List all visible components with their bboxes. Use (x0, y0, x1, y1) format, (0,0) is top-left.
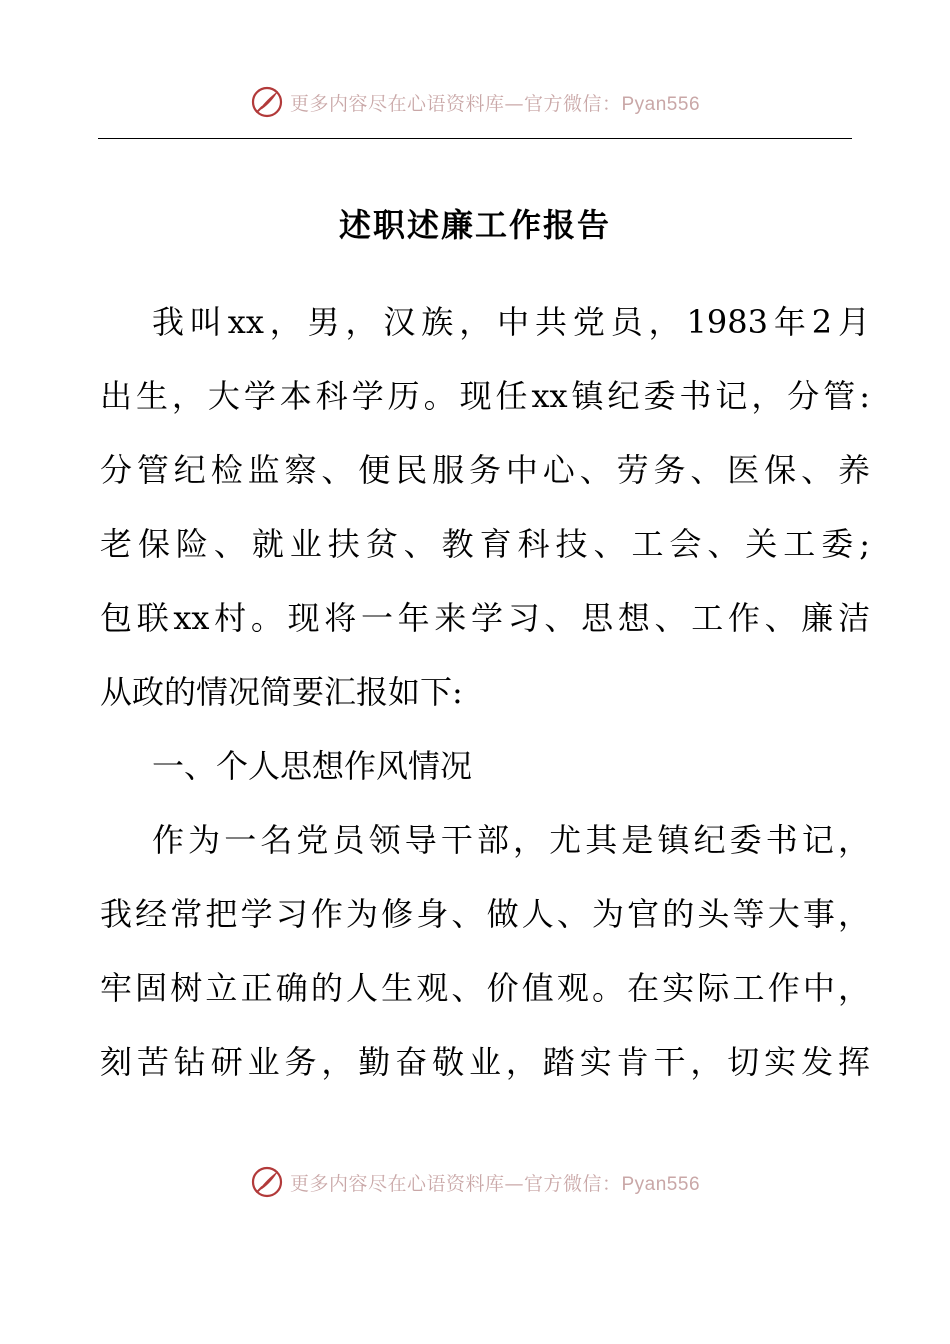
header-banner (0, 82, 950, 122)
body-line: 分管纪检监察、便民服务中心、劳务、医保、养 (100, 451, 870, 489)
wechat-id: Pyan556 (621, 1173, 701, 1195)
banner-text: 更多内容尽在心语资料库—官方微信：Pyan556 (289, 92, 701, 115)
wechat-id: Pyan556 (621, 93, 701, 115)
section-heading: 一、个人思想作风情况 (152, 747, 473, 785)
body-line: 从政的情况简要汇报如下: (100, 673, 463, 711)
banner-text: 更多内容尽在心语资料库—官方微信：Pyan556 (289, 1172, 701, 1195)
document-body (100, 285, 870, 1099)
body-line: 我经常把学习作为修身、做人、为官的头等大事， (100, 895, 870, 933)
body-line: 刻苦钻研业务，勤奋敬业，踏实肯干，切实发挥 (100, 1043, 870, 1081)
quill-pen-logo-icon (250, 1165, 284, 1199)
header-divider (98, 138, 852, 139)
body-line: 我叫xx，男，汉族，中共党员，1983年2月 (152, 303, 870, 341)
body-line: 牢固树立正确的人生观、价值观。在实际工作中， (100, 969, 870, 1007)
body-line: 出生，大学本科学历。现任xx镇纪委书记，分管: (100, 377, 870, 415)
footer-banner (0, 1162, 950, 1202)
quill-pen-logo-icon (250, 85, 284, 119)
document-title: 述职述廉工作报告 (338, 206, 611, 244)
body-line: 老保险、就业扶贫、教育科技、工会、关工委; (100, 525, 870, 563)
body-line: 包联xx村。现将一年来学习、思想、工作、廉洁 (100, 599, 870, 637)
body-line: 作为一名党员领导干部，尤其是镇纪委书记， (152, 821, 870, 859)
